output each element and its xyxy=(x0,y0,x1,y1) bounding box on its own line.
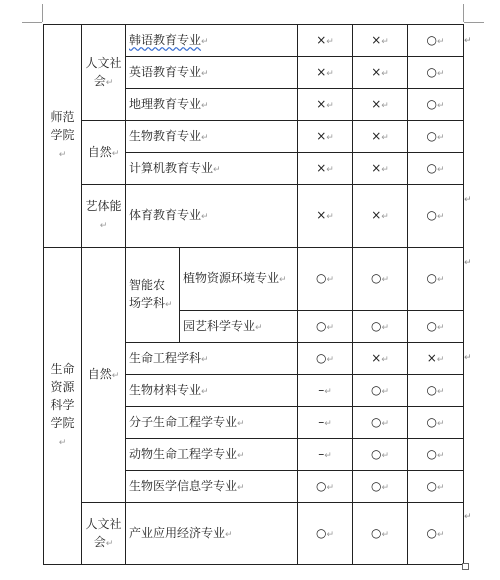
mark-cell: ○↵ xyxy=(408,89,464,121)
subfield-cell: 智能农场学科↵ xyxy=(126,248,180,343)
major-cell: 生物材料专业↵ xyxy=(126,375,298,407)
row-end-mark: ↵ xyxy=(464,36,472,46)
major-cell: 生命工程学科↵ xyxy=(126,343,298,375)
mark-cell: ×↵ xyxy=(298,25,353,57)
mark-cell: ○↵ xyxy=(353,471,408,503)
major-cell: 体育教育专业↵ xyxy=(126,185,298,248)
mark-cell: –↵ xyxy=(298,375,353,407)
crop-mark-right-v xyxy=(463,4,464,22)
major-cell: 分子生命工程学专业↵ xyxy=(126,407,298,439)
mark-cell: ○↵ xyxy=(408,248,464,311)
mark-cell: ×↵ xyxy=(298,185,353,248)
major-cell: 产业应用经济专业↵ xyxy=(126,503,298,565)
mark-cell: ○↵ xyxy=(353,375,408,407)
table-row xyxy=(44,185,464,248)
mark-cell: ×↵ xyxy=(298,57,353,89)
mark-cell: ○↵ xyxy=(408,153,464,185)
mark-cell: ○↵ xyxy=(353,248,408,311)
mark-cell: ○↵ xyxy=(298,311,353,343)
mark-cell: ○↵ xyxy=(353,439,408,471)
mark-cell: ○↵ xyxy=(353,311,408,343)
mark-cell: ×↵ xyxy=(353,121,408,153)
major-cell: 生物教育专业↵ xyxy=(126,121,298,153)
field-cell: 自然↵ xyxy=(82,248,126,503)
row-end-mark: ↵ xyxy=(464,512,472,522)
field-cell: 人文社会↵ xyxy=(82,25,126,121)
mark-cell: ×↵ xyxy=(298,89,353,121)
field-cell: 艺体能↵ xyxy=(82,185,126,248)
crop-mark-left-v xyxy=(42,4,43,22)
row-end-mark: ↵ xyxy=(464,195,472,205)
mark-cell: ×↵ xyxy=(353,89,408,121)
major-cell: 地理教育专业↵ xyxy=(126,89,298,121)
major-cell: 植物资源环境专业↵ xyxy=(180,248,298,311)
mark-cell: ○↵ xyxy=(298,503,353,565)
mark-cell: ○↵ xyxy=(408,471,464,503)
mark-cell: ×↵ xyxy=(353,185,408,248)
mark-cell: ○↵ xyxy=(298,343,353,375)
major-cell: 英语教育专业↵ xyxy=(126,57,298,89)
table-row xyxy=(44,25,464,57)
major-cell: 动物生命工程学专业↵ xyxy=(126,439,298,471)
mark-cell: ×↵ xyxy=(353,343,408,375)
mark-cell: ○↵ xyxy=(408,311,464,343)
major-cell: 韩语教育专业↵ xyxy=(126,25,298,57)
field-cell: 自然↵ xyxy=(82,121,126,185)
crop-mark-left-h xyxy=(22,22,42,23)
college-cell: 师范学院↵ xyxy=(44,25,82,248)
field-cell: 人文社会↵ xyxy=(82,503,126,565)
mark-cell: ○↵ xyxy=(408,121,464,153)
mark-cell: ○↵ xyxy=(353,503,408,565)
mark-cell: ○↵ xyxy=(408,375,464,407)
mark-cell: –↵ xyxy=(298,407,353,439)
college-cell: 生命资源科学学院↵ xyxy=(44,248,82,565)
spellcheck-underline: 韩语教育专业 xyxy=(129,32,202,47)
mark-cell: ○↵ xyxy=(408,503,464,565)
mark-cell: ○↵ xyxy=(408,439,464,471)
row-end-mark: ↵ xyxy=(464,353,472,363)
mark-cell: ×↵ xyxy=(353,57,408,89)
admission-table xyxy=(43,24,464,565)
row-end-mark: ↵ xyxy=(464,258,472,268)
mark-cell: ○↵ xyxy=(353,407,408,439)
major-cell: 园艺科学专业↵ xyxy=(180,311,298,343)
mark-cell: ○↵ xyxy=(298,248,353,311)
mark-cell: ×↵ xyxy=(353,25,408,57)
table-row xyxy=(44,503,464,565)
mark-cell: –↵ xyxy=(298,439,353,471)
mark-cell: ○↵ xyxy=(408,185,464,248)
mark-cell: ×↵ xyxy=(298,153,353,185)
mark-cell: ×↵ xyxy=(408,343,464,375)
mark-cell: ○↵ xyxy=(408,25,464,57)
mark-cell: ×↵ xyxy=(353,153,408,185)
mark-cell: ○↵ xyxy=(298,471,353,503)
major-cell: 计算机教育专业↵ xyxy=(126,153,298,185)
table-row xyxy=(44,121,464,153)
table-resize-handle[interactable] xyxy=(462,563,469,570)
mark-cell: ○↵ xyxy=(408,407,464,439)
table-row xyxy=(44,248,464,311)
major-cell: 生物医学信息学专业↵ xyxy=(126,471,298,503)
crop-mark-right-h xyxy=(464,22,484,23)
mark-cell: ○↵ xyxy=(408,57,464,89)
mark-cell: ×↵ xyxy=(298,121,353,153)
